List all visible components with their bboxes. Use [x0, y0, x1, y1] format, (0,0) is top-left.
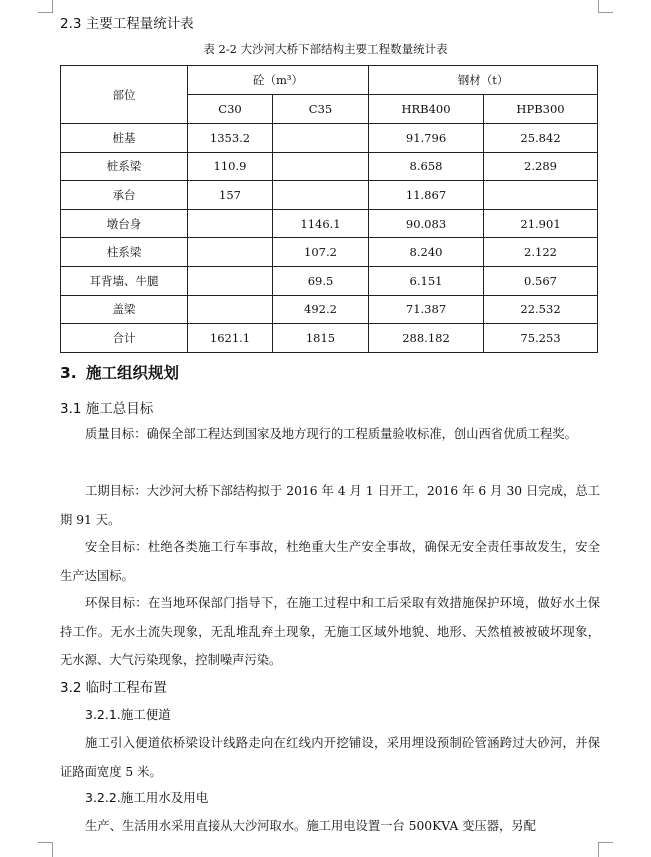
cell-c35: 1146.1 — [273, 209, 369, 238]
cell-c30: 157 — [188, 181, 273, 210]
paragraph-safety-goal: 安全目标：杜绝各类施工行车事故，杜绝重大生产安全事故，确保无安全责任事故发生，安全生产达国标。 — [60, 540, 600, 583]
cell-c35: 1815 — [273, 324, 369, 353]
cell-hrb400: 288.182 — [369, 324, 484, 353]
cell-part: 承台 — [61, 181, 188, 210]
table-row — [61, 181, 598, 210]
crop-mark-bottom-right — [598, 842, 613, 857]
table-row — [61, 295, 598, 324]
cell-hrb400: 8.240 — [369, 238, 484, 267]
paragraph-schedule-goal: 工期目标：大沙河大桥下部结构拟于 2016 年 4 月 1 日开工，2016 年 6 月 30 日完成，总工期 91 天。 — [60, 484, 600, 527]
header-c30: C30 — [188, 95, 273, 124]
table-row — [61, 266, 598, 295]
header-steel: 钢材（t） — [369, 66, 598, 95]
paragraph-water-power: 生产、生活用水采用直接从大沙河取水。施工用电设置一台 500KVA 变压器，另配 — [85, 819, 536, 833]
cell-hpb300: 2.289 — [484, 152, 598, 181]
table-caption: 表 2-2 大沙河大桥下部结构主要工程数量统计表 — [203, 42, 448, 56]
crop-mark-top-left — [38, 0, 53, 13]
quantity-table — [60, 65, 598, 353]
paragraph-environment-goal: 环保目标：在当地环保部门指导下，在施工过程中和工后采取有效措施保护环境，做好水土保持工作。无水土流失现象，无乱堆乱弃土现象，无施工区域外地貌、地形、天然植被被破坏现象，无水源、大气污染现象，控制噪声污染。 — [60, 596, 600, 668]
section-title: 施工组织规划 — [86, 364, 180, 382]
cell-hpb300: 22.532 — [484, 295, 598, 324]
subheading-3-2-2: 3.2.2.施工用水及用电 — [85, 790, 209, 805]
section-heading-3-2: 3.2 临时工程布置 — [60, 680, 167, 696]
cell-hrb400: 71.387 — [369, 295, 484, 324]
cell-hpb300: 0.567 — [484, 266, 598, 295]
cell-c30 — [188, 238, 273, 267]
cell-c35 — [273, 124, 369, 153]
cell-c30: 1621.1 — [188, 324, 273, 353]
header-c35: C35 — [273, 95, 369, 124]
paragraph-road: 施工引入便道依桥梁设计线路走向在红线内开挖铺设，采用埋设预制砼管涵跨过大砂河，并保证路面宽度 5 米。 — [60, 736, 600, 779]
cell-c30 — [188, 209, 273, 238]
table-row — [61, 209, 598, 238]
cell-hpb300: 25.842 — [484, 124, 598, 153]
header-concrete: 砼（m³） — [188, 66, 369, 95]
cell-part: 盖梁 — [61, 295, 188, 324]
cell-hpb300: 75.253 — [484, 324, 598, 353]
table-row — [61, 124, 598, 153]
cell-c35 — [273, 152, 369, 181]
header-hpb300: HPB300 — [484, 95, 598, 124]
cell-c30: 110.9 — [188, 152, 273, 181]
cell-part: 耳背墙、牛腿 — [61, 266, 188, 295]
section-heading-3-1: 3.1 施工总目标 — [60, 401, 154, 417]
section-heading-3 — [60, 361, 179, 383]
cell-c35: 69.5 — [273, 266, 369, 295]
cell-c30 — [188, 295, 273, 324]
cell-hrb400: 11.867 — [369, 181, 484, 210]
cell-part: 墩台身 — [61, 209, 188, 238]
cell-hpb300 — [484, 181, 598, 210]
cell-part: 柱系梁 — [61, 238, 188, 267]
cell-c35 — [273, 181, 369, 210]
header-hrb400: HRB400 — [369, 95, 484, 124]
paragraph-quality-goal: 质量目标：确保全部工程达到国家及地方现行的工程质量验收标准，创山西省优质工程奖。 — [85, 427, 577, 441]
cell-c30 — [188, 266, 273, 295]
table-row — [61, 238, 598, 267]
cell-hrb400: 91.796 — [369, 124, 484, 153]
cell-c35: 492.2 — [273, 295, 369, 324]
cell-hpb300: 2.122 — [484, 238, 598, 267]
subheading-3-2-1: 3.2.1.施工便道 — [85, 707, 171, 722]
cell-hpb300: 21.901 — [484, 209, 598, 238]
table-row — [61, 152, 598, 181]
cell-part: 合计 — [61, 324, 188, 353]
section-heading-2-3: 2.3 主要工程量统计表 — [60, 16, 194, 32]
cell-c30: 1353.2 — [188, 124, 273, 153]
cell-c35: 107.2 — [273, 238, 369, 267]
crop-mark-bottom-left — [38, 842, 53, 857]
cell-part: 桩系梁 — [61, 152, 188, 181]
crop-mark-top-right — [598, 0, 613, 13]
cell-hrb400: 8.658 — [369, 152, 484, 181]
section-number: 3. — [60, 364, 77, 382]
table-row-total — [61, 324, 598, 353]
header-part: 部位 — [61, 66, 188, 124]
cell-part: 桩基 — [61, 124, 188, 153]
cell-hrb400: 6.151 — [369, 266, 484, 295]
cell-hrb400: 90.083 — [369, 209, 484, 238]
